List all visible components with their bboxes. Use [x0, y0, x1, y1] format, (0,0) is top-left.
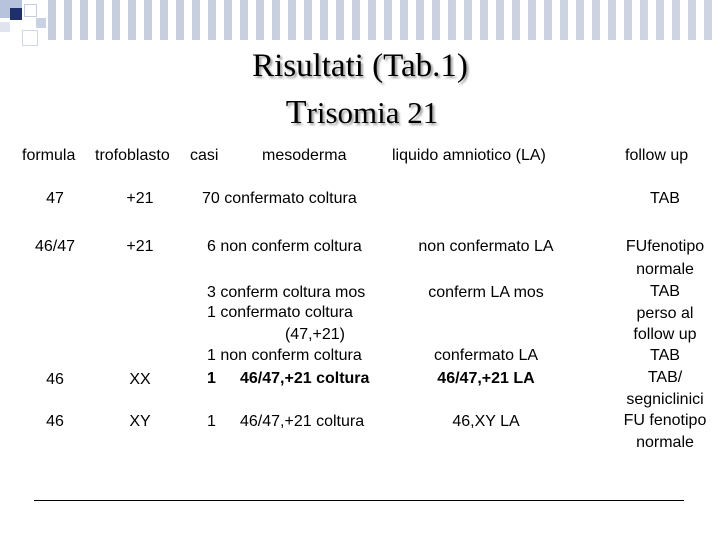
followup-line: TAB/ — [647, 369, 683, 386]
header-trofoblasto: trofoblasto — [95, 147, 170, 164]
followup-line: normale — [636, 261, 694, 278]
followup-line: FUfenotipo — [625, 238, 705, 255]
slide-subtitle — [282, 96, 439, 130]
mesoderma-line: 3 conferm coltura mos — [207, 284, 366, 301]
table-cell-liquido: 46/47,+21 LA — [437, 370, 535, 387]
table-cell-formula: 46/47 — [34, 238, 76, 255]
table-cell-mesoderma: 70 confermato coltura — [202, 190, 357, 207]
decor-checker-band — [48, 0, 720, 40]
table-cell-trofoblasto: +21 — [126, 190, 154, 207]
table-cell-liquido: confermato LA — [433, 347, 539, 364]
subtitle-capital: T — [285, 94, 307, 131]
mesoderma-line: 1 confermato coltura — [207, 304, 353, 321]
table-cell-trofoblasto: +21 — [126, 238, 154, 255]
table-cell-liquido: conferm LA mos — [428, 284, 544, 301]
followup-line: TAB — [650, 283, 680, 300]
header-casi: casi — [190, 147, 219, 164]
mesoderma-line: 46/47,+21 coltura — [240, 370, 370, 387]
table-cell-liquido: 46,XY LA — [452, 413, 520, 430]
decor-square — [24, 4, 37, 17]
table-cell-formula: 46 — [46, 371, 64, 388]
mesoderma-line: (47,+21) — [284, 326, 346, 343]
table-cell-trofoblasto: XY — [129, 413, 151, 430]
followup-line: perso al — [636, 305, 694, 322]
decor-square — [36, 18, 46, 28]
header-mesoderma: mesoderma — [262, 147, 347, 164]
slide-title-block — [0, 50, 720, 130]
mesoderma-count: 1 — [207, 370, 216, 387]
table-cell-formula: 47 — [46, 190, 64, 207]
decor-square — [0, 22, 10, 32]
table-cell-trofoblasto: XX — [129, 371, 151, 388]
followup-line: follow up — [633, 326, 697, 343]
table-cell-mesoderma: 46/47,+21 coltura — [240, 413, 365, 430]
table-cell-casi: 1 — [207, 413, 216, 430]
header-formula: formula — [22, 147, 76, 164]
mesoderma-line: 1 non conferm coltura — [207, 347, 362, 364]
followup-line: segniclinici — [626, 391, 704, 408]
decor-square — [10, 8, 22, 20]
table-cell-liquido: non confermato LA — [418, 238, 554, 255]
followup-line: TAB — [650, 347, 680, 364]
subtitle-rest: risomia 21 — [306, 95, 439, 130]
table-cell-mesoderma: 6 non conferm coltura — [207, 238, 362, 255]
table-cell-followup: TAB — [650, 190, 680, 207]
followup-line: normale — [636, 434, 694, 451]
followup-line: FU fenotipo — [623, 412, 707, 429]
table-cell-formula: 46 — [46, 413, 64, 430]
header-liquido: liquido amniotico (LA) — [392, 147, 546, 164]
footer-divider — [34, 500, 684, 501]
decor-square — [22, 30, 38, 46]
slide-title: Risultati (Tab.1) — [252, 48, 468, 84]
header-followup: follow up — [625, 147, 689, 164]
